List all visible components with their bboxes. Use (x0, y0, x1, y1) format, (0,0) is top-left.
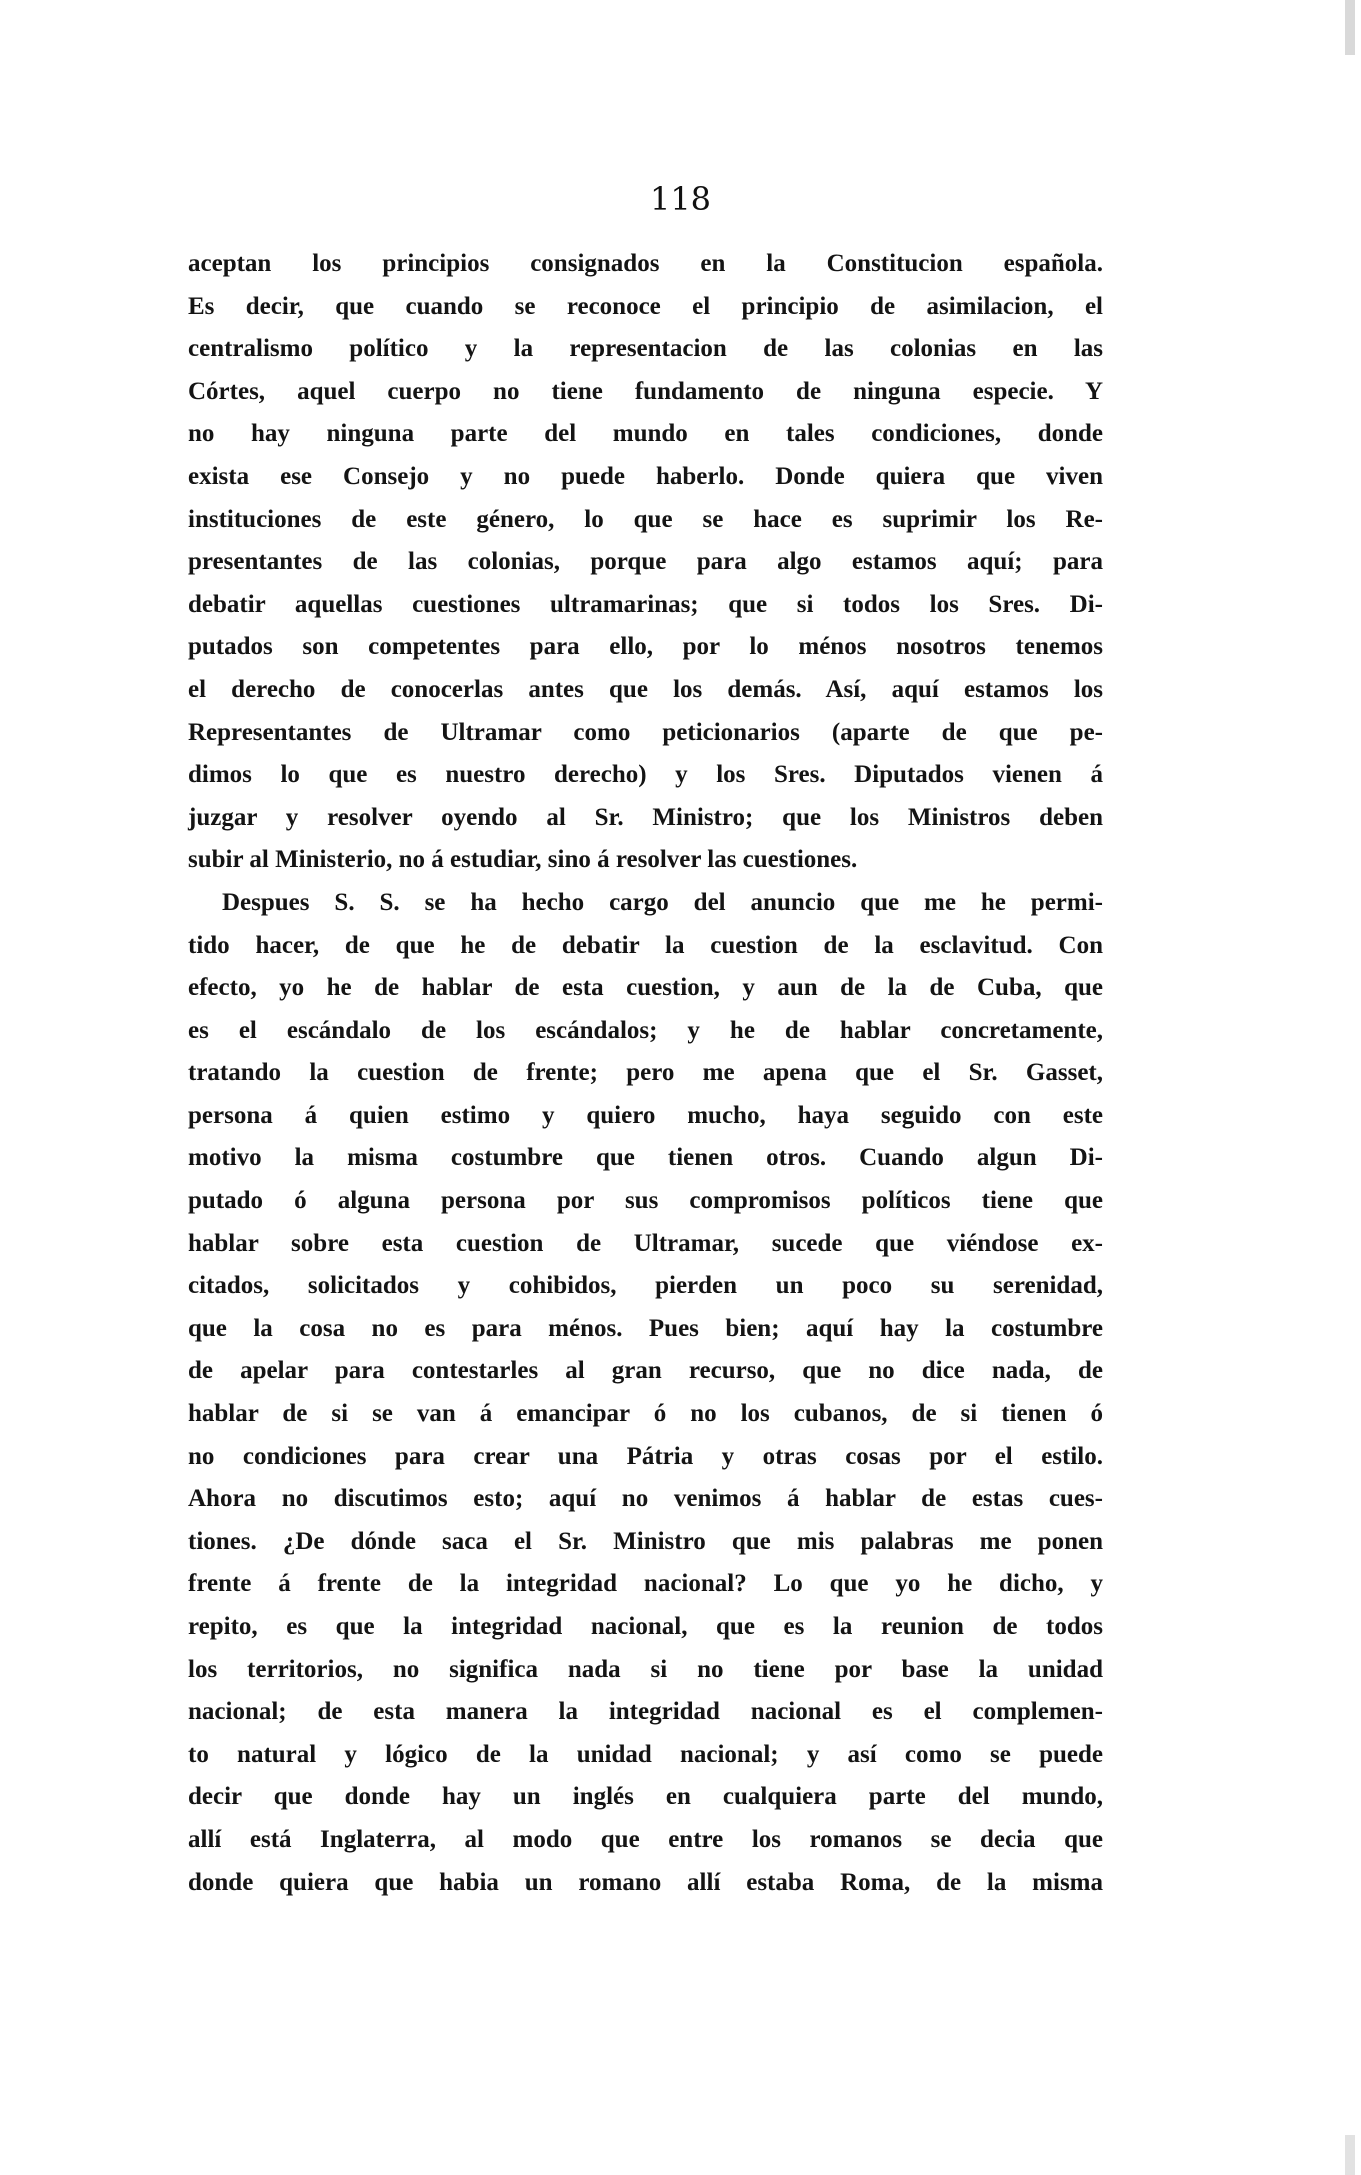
page-edge-shadow (1345, 0, 1355, 55)
text-line: subir al Ministerio, no á estudiar, sino á resolver las cuestiones. (188, 846, 858, 874)
text-line: tido hacer, de que he de debatir la cuestion de la esclavitud. Con (188, 931, 1103, 959)
text-line: Es decir, que cuando se reconoce el principio de asimilacion, el (188, 292, 1103, 320)
text-line: instituciones de este género, lo que se hace es suprimir los Re- (188, 505, 1103, 533)
text-line: juzgar y resolver oyendo al Sr. Ministro; que los Ministros deben (188, 803, 1103, 831)
text-line: el derecho de conocerlas antes que los demás. Así, aquí estamos los (188, 675, 1103, 703)
text-line: donde quiera que habia un romano allí estaba Roma, de la misma (188, 1868, 1103, 1896)
text-line: no hay ninguna parte del mundo en tales condiciones, donde (188, 420, 1103, 448)
text-line: dimos lo que es nuestro derecho) y los Sres. Diputados vienen á (188, 761, 1103, 789)
text-line: Ahora no discutimos esto; aquí no venimos á hablar de estas cues- (188, 1485, 1103, 1513)
text-line: persona á quien estimo y quiero mucho, haya seguido con este (188, 1101, 1103, 1129)
text-line: nacional; de esta manera la integridad nacional es el complemen- (188, 1698, 1103, 1726)
text-line: putado ó alguna persona por sus compromisos políticos tiene que (188, 1187, 1103, 1215)
text-line: es el escándalo de los escándalos; y he de hablar concretamente, (188, 1016, 1103, 1044)
text-line: hablar de si se van á emancipar ó no los cubanos, de si tienen ó (188, 1400, 1103, 1428)
text-line: Despues S. S. se ha hecho cargo del anuncio que me he permi- (222, 888, 1103, 916)
text-line: de apelar para contestarles al gran recurso, que no dice nada, de (188, 1357, 1103, 1385)
text-line: repito, es que la integridad nacional, que es la reunion de todos (188, 1613, 1103, 1640)
text-line: exista ese Consejo y no puede haberlo. Donde quiera que viven (188, 462, 1103, 490)
text-line: to natural y lógico de la unidad nacional; y así como se puede (188, 1740, 1103, 1768)
text-line: efecto, yo he de hablar de esta cuestion, y aun de la de Cuba, que (188, 974, 1103, 1002)
page-edge-shadow-bottom (1345, 2135, 1355, 2175)
text-line: presentantes de las colonias, porque para algo estamos aquí; para (188, 548, 1103, 576)
text-line: Representantes de Ultramar como peticionarios (aparte de que pe- (188, 718, 1103, 746)
text-line: los territorios, no significa nada si no tiene por base la unidad (188, 1655, 1103, 1683)
text-line: que la cosa no es para ménos. Pues bien; aquí hay la costumbre (188, 1314, 1103, 1342)
text-line: frente á frente de la integridad nacional? Lo que yo he dicho, y (188, 1570, 1103, 1598)
text-line: tratando la cuestion de frente; pero me apena que el Sr. Gasset, (188, 1059, 1103, 1087)
text-line: hablar sobre esta cuestion de Ultramar, sucede que viéndose ex- (188, 1229, 1103, 1257)
text-line: citados, solicitados y cohibidos, pierden un poco su serenidad, (188, 1272, 1103, 1300)
body-text (188, 243, 1103, 1904)
text-line: decir que donde hay un inglés en cualquiera parte del mundo, (188, 1783, 1103, 1811)
text-line: tiones. ¿De dónde saca el Sr. Ministro que mis palabras me ponen (188, 1527, 1103, 1555)
text-line: motivo la misma costumbre que tienen otros. Cuando algun Di- (188, 1144, 1103, 1172)
text-line: centralismo político y la representacion de las colonias en las (188, 335, 1103, 363)
text-line: putados son competentes para ello, por lo ménos nosotros tenemos (188, 633, 1103, 661)
text-line: aceptan los principios consignados en la Constitucion española. (188, 250, 1103, 277)
text-line: Córtes, aquel cuerpo no tiene fundamento de ninguna especie. Y (188, 377, 1103, 405)
text-line: debatir aquellas cuestiones ultramarinas; que si todos los Sres. Di- (188, 590, 1103, 618)
text-line: no condiciones para crear una Pátria y otras cosas por el estilo. (188, 1442, 1103, 1470)
page-number: 118 (649, 180, 712, 218)
text-line: allí está Inglaterra, al modo que entre los romanos se decia que (188, 1825, 1103, 1853)
